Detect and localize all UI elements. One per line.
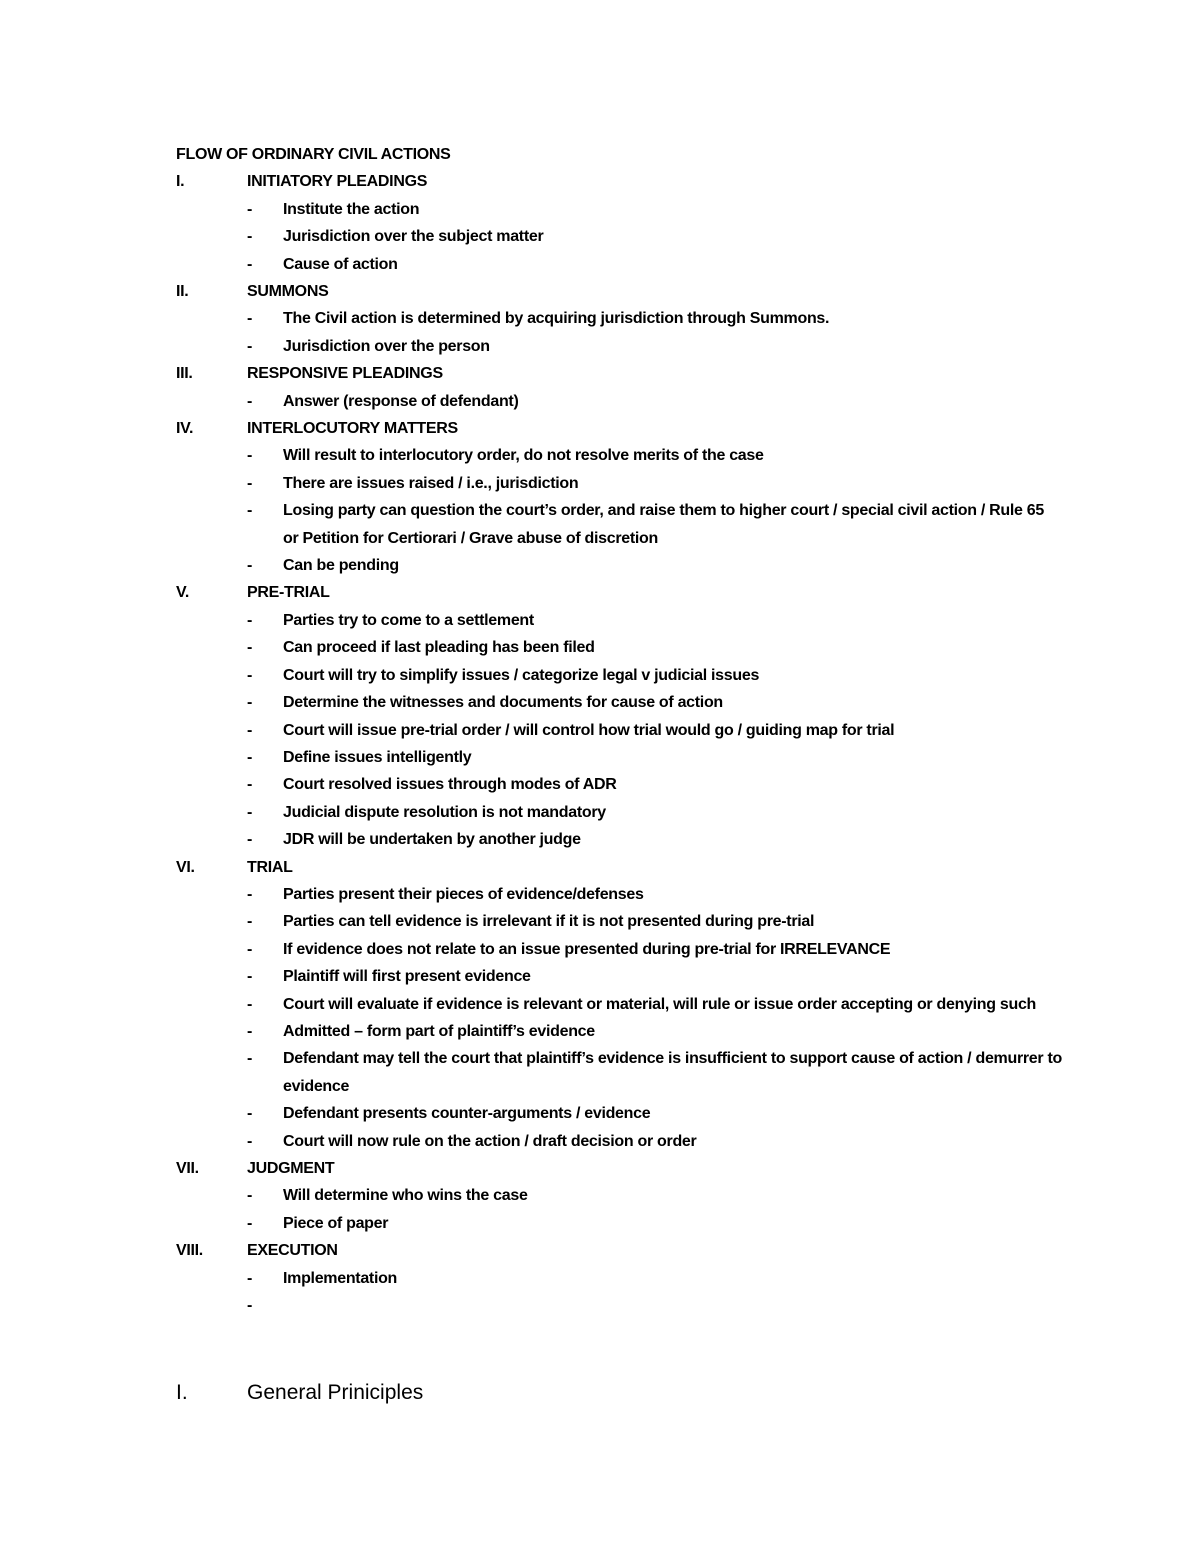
bullet-text: Define issues intelligently [283,748,472,766]
bullet-item [176,607,1076,634]
bullet-text: Defendant may tell the court that plaintiff’s evidence is insufficient to support cause of action / demurrer to evidence [283,1050,1062,1095]
bullet-item [176,1292,1076,1319]
bullet-text: Defendant presents counter-arguments / evidence [283,1105,651,1123]
bullet-marker: - [247,776,253,794]
bullet-text: Can proceed if last pleading has been filed [283,639,595,657]
bullet-text: Judicial dispute resolution is not mandatory [283,803,606,821]
bullet-item [176,305,1076,332]
bullet-text: Admitted – form part of plaintiff’s evidence [283,1022,595,1040]
section-title: TRIAL [247,858,293,876]
bullet-marker: - [247,913,253,931]
section-heading [176,579,1076,606]
heading-number: I. [176,1381,188,1404]
section-title: INITIATORY PLEADINGS [247,173,428,191]
bullet-marker: - [247,1050,253,1068]
bullet-marker: - [247,310,253,328]
bullet-marker: - [247,748,253,766]
bullet-text: Court will issue pre-trial order / will control how trial would go / guiding map for trial [283,721,895,739]
bullet-item [176,744,1076,771]
bullet-text: Institute the action [283,200,420,218]
bullet-item [176,662,1076,689]
section-number: VII. [176,1160,199,1178]
bullet-text: Plaintiff will first present evidence [283,968,531,986]
bullet-marker: - [247,557,253,575]
bullet-item [176,771,1076,798]
bullet-item [176,1100,1076,1127]
section-number: III. [176,365,193,383]
bullet-marker: - [247,968,253,986]
bullet-marker: - [247,337,253,355]
heading-title: General Priniciples [247,1381,424,1404]
section-title: PRE-TRIAL [247,584,330,602]
bullet-marker: - [247,721,253,739]
section-title: EXECUTION [247,1242,338,1260]
bullet-item [176,991,1076,1018]
bullet-item [176,470,1076,497]
section-number: VIII. [176,1242,203,1260]
bullet-text: Piece of paper [283,1214,389,1232]
bullet-marker: - [247,940,253,958]
bullet-item [176,689,1076,716]
section-number: IV. [176,420,194,438]
bullet-text: Court will now rule on the action / draft decision or order [283,1132,697,1150]
bullet-item [176,442,1076,469]
bullet-text: Court resolved issues through modes of ADR [283,776,617,794]
bullet-marker: - [247,1022,253,1040]
bullet-text: The Civil action is determined by acquiring jurisdiction through Summons. [283,310,830,328]
bullet-marker: - [247,474,253,492]
bullet-item [176,196,1076,223]
section-title: JUDGMENT [247,1160,335,1178]
bullet-text: Parties try to come to a settlement [283,611,534,629]
bullet-item [176,717,1076,744]
section-number: VI. [176,858,195,876]
bullet-item [176,799,1076,826]
bullet-text: Will determine who wins the case [283,1187,528,1205]
bullet-item [176,1182,1076,1209]
section-heading [176,1155,1076,1182]
bullet-marker: - [247,447,253,465]
bullet-text: Answer (response of defendant) [283,392,519,410]
bullet-item [176,936,1076,963]
bullet-item [176,552,1076,579]
bullet-marker: - [247,694,253,712]
bullet-item [176,634,1076,661]
section-list [176,168,1076,1319]
section-heading [176,1237,1076,1264]
bullet-marker: - [247,611,253,629]
section-number: II. [176,283,189,301]
bullet-item [176,1210,1076,1237]
bullet-text: Jurisdiction over the subject matter [283,228,544,246]
bullet-marker: - [247,392,253,410]
document-body [176,141,1076,1319]
section-heading [176,415,1076,442]
bullet-item [176,963,1076,990]
section-title: INTERLOCUTORY MATTERS [247,420,458,438]
bullet-item [176,497,1076,552]
bullet-text: Jurisdiction over the person [283,337,490,355]
bullet-text: Can be pending [283,557,399,575]
bullet-text: If evidence does not relate to an issue presented during pre-trial for IRRELEVANCE [283,940,891,958]
bullet-marker: - [247,200,253,218]
document-title: FLOW OF ORDINARY CIVIL ACTIONS [176,146,451,163]
bullet-marker: - [247,1297,253,1315]
bullet-item [176,1128,1076,1155]
bullet-item [176,333,1076,360]
bullet-item [176,881,1076,908]
bullet-text: JDR will be undertaken by another judge [283,831,581,849]
bullet-text [283,1292,1063,1319]
bullet-item [176,826,1076,853]
bullet-marker: - [247,831,253,849]
bullet-item [176,251,1076,278]
heading-general-principles [176,1381,423,1405]
bullet-marker: - [247,1132,253,1150]
bullet-marker: - [247,885,253,903]
bullet-text: Parties present their pieces of evidence/defenses [283,885,644,903]
bullet-text: Determine the witnesses and documents for cause of action [283,694,723,712]
bullet-text: There are issues raised / i.e., jurisdiction [283,474,579,492]
bullet-marker: - [247,1105,253,1123]
bullet-text: Implementation [283,1269,398,1287]
section-heading [176,168,1076,195]
bullet-marker: - [247,502,253,520]
bullet-marker: - [247,1269,253,1287]
bullet-text: Cause of action [283,255,398,273]
bullet-marker: - [247,639,253,657]
bullet-marker: - [247,666,253,684]
bullet-item [176,1018,1076,1045]
bullet-item [176,388,1076,415]
bullet-marker: - [247,255,253,273]
bullet-item [176,223,1076,250]
section-title: RESPONSIVE PLEADINGS [247,365,443,383]
bullet-marker: - [247,995,253,1013]
bullet-text: Court will try to simplify issues / categorize legal v judicial issues [283,666,760,684]
bullet-text: Will result to interlocutory order, do not resolve merits of the case [283,447,764,465]
section-heading [176,854,1076,881]
bullet-marker: - [247,228,253,246]
bullet-marker: - [247,1214,253,1232]
bullet-marker: - [247,803,253,821]
bullet-text: Parties can tell evidence is irrelevant if it is not presented during pre-trial [283,913,815,931]
section-heading [176,360,1076,387]
bullet-text: Losing party can question the court’s order, and raise them to higher court / special civil action / Rule 65 or Petition for Certiorari / Grave abuse of discretion [283,502,1044,547]
section-title: SUMMONS [247,283,329,301]
bullet-text: Court will evaluate if evidence is relevant or material, will rule or issue order accepting or denying such [283,995,1037,1013]
section-number: I. [176,173,185,191]
bullet-item [176,1265,1076,1292]
section-heading [176,278,1076,305]
bullet-item [176,908,1076,935]
section-number: V. [176,584,190,602]
bullet-marker: - [247,1187,253,1205]
bullet-item [176,1045,1076,1100]
